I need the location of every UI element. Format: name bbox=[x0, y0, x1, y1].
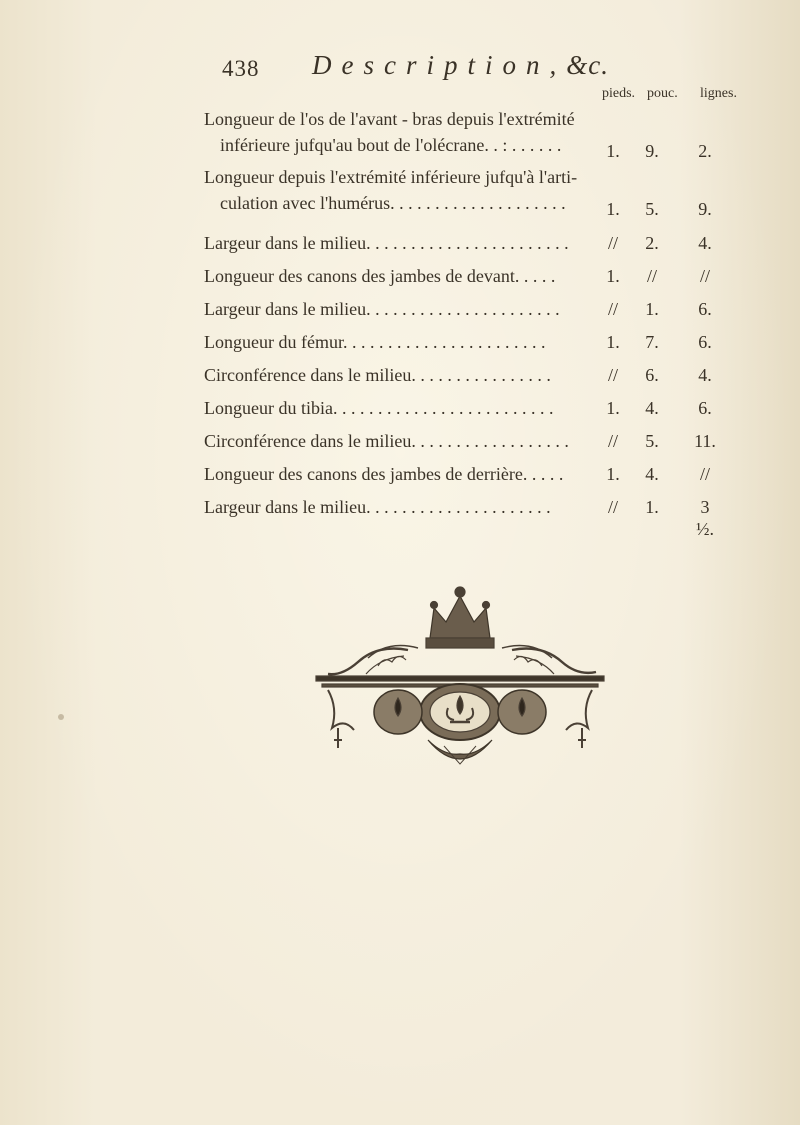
value-pouces: 5. bbox=[645, 431, 659, 451]
value-lignes: 6. bbox=[698, 398, 712, 418]
value-pieds: // bbox=[607, 431, 618, 451]
value-pieds: 1. bbox=[606, 141, 620, 161]
value-lignes: 6. bbox=[698, 299, 712, 319]
value-lignes: 4. bbox=[698, 233, 712, 253]
value-pouces: 6. bbox=[645, 365, 659, 385]
value-pouces: 5. bbox=[645, 199, 659, 219]
value-lignes: 6. bbox=[698, 332, 712, 352]
row-label-line: Longueur du tibia. . . . . . . . . . . . . . . . . . . . . . . . . bbox=[204, 398, 554, 418]
measurement-row bbox=[204, 364, 724, 386]
page-header bbox=[222, 50, 702, 90]
column-headers bbox=[602, 86, 792, 106]
value-pouces: 1. bbox=[645, 497, 659, 517]
running-title-suffix: &c. bbox=[566, 50, 609, 80]
value-lignes: 3 ½. bbox=[696, 497, 714, 539]
value-pouces: 4. bbox=[645, 398, 659, 418]
row-label-line: Largeur dans le milieu. . . . . . . . . . . . . . . . . . . . . bbox=[204, 497, 551, 517]
value-lignes: 4. bbox=[698, 365, 712, 385]
running-title-main: Description, bbox=[312, 50, 567, 80]
row-label-line: Longueur du fémur. . . . . . . . . . . . . . . . . . . . . . . bbox=[204, 332, 546, 352]
measurement-row bbox=[204, 108, 724, 161]
value-pieds: // bbox=[607, 299, 618, 319]
paper-blemish bbox=[58, 714, 64, 720]
row-label-line: culation avec l'humérus. . . . . . . . . . . . . . . . . . . . bbox=[220, 193, 566, 213]
running-title bbox=[312, 50, 609, 81]
measurement-row bbox=[204, 331, 724, 353]
measurement-row bbox=[204, 397, 724, 419]
value-pouces: 9. bbox=[645, 141, 659, 161]
row-label-line: Largeur dans le milieu. . . . . . . . . . . . . . . . . . . . . . . bbox=[204, 233, 569, 253]
value-lignes: // bbox=[699, 464, 710, 484]
row-label-line: Longueur des canons des jambes de devant. . . . . bbox=[204, 266, 556, 286]
value-pouces: 1. bbox=[645, 299, 659, 319]
row-label-line: Circonférence dans le milieu. . . . . . . . . . . . . . . . bbox=[204, 365, 551, 385]
crown-fleur-de-lis-ornament-icon bbox=[308, 578, 612, 774]
value-lignes: // bbox=[699, 266, 710, 286]
measurement-row bbox=[204, 430, 724, 452]
measurement-row bbox=[204, 298, 724, 320]
value-pieds: 1. bbox=[606, 199, 620, 219]
row-label-line: inférieure jufqu'au bout de l'olécrane. . : . . . . . . bbox=[220, 135, 562, 155]
value-pieds: 1. bbox=[606, 332, 620, 352]
value-lignes: 2. bbox=[698, 141, 712, 161]
value-lignes: 11. bbox=[694, 431, 716, 451]
value-lignes: 9. bbox=[698, 199, 712, 219]
page-number: 438 bbox=[222, 56, 260, 81]
value-pieds: // bbox=[607, 233, 618, 253]
measurement-row bbox=[204, 496, 724, 539]
value-pieds: 1. bbox=[606, 398, 620, 418]
row-label-line: Longueur des canons des jambes de derrière. . . . . bbox=[204, 464, 564, 484]
value-pouces: 2. bbox=[645, 233, 659, 253]
row-label-line: Longueur depuis l'extrémité inférieure jufqu'à l'arti- bbox=[204, 167, 578, 187]
row-label-line: Longueur de l'os de l'avant - bras depuis l'extrémité bbox=[204, 109, 575, 129]
measurement-row bbox=[204, 166, 724, 219]
value-pieds: 1. bbox=[606, 266, 620, 286]
value-pieds: // bbox=[607, 365, 618, 385]
measurement-row bbox=[204, 265, 724, 287]
row-label-line: Circonférence dans le milieu. . . . . . . . . . . . . . . . . . bbox=[204, 431, 569, 451]
value-pieds: 1. bbox=[606, 464, 620, 484]
measurement-row bbox=[204, 463, 724, 485]
column-header-pieds: pieds. bbox=[602, 86, 636, 101]
column-header-pouces: pouc. bbox=[647, 86, 678, 101]
measurement-row bbox=[204, 232, 724, 254]
column-header-lignes: lignes. bbox=[700, 86, 737, 101]
row-label-line: Largeur dans le milieu. . . . . . . . . . . . . . . . . . . . . . bbox=[204, 299, 560, 319]
value-pouces: 7. bbox=[645, 332, 659, 352]
value-pouces: // bbox=[646, 266, 657, 286]
value-pouces: 4. bbox=[645, 464, 659, 484]
value-pieds: // bbox=[607, 497, 618, 517]
